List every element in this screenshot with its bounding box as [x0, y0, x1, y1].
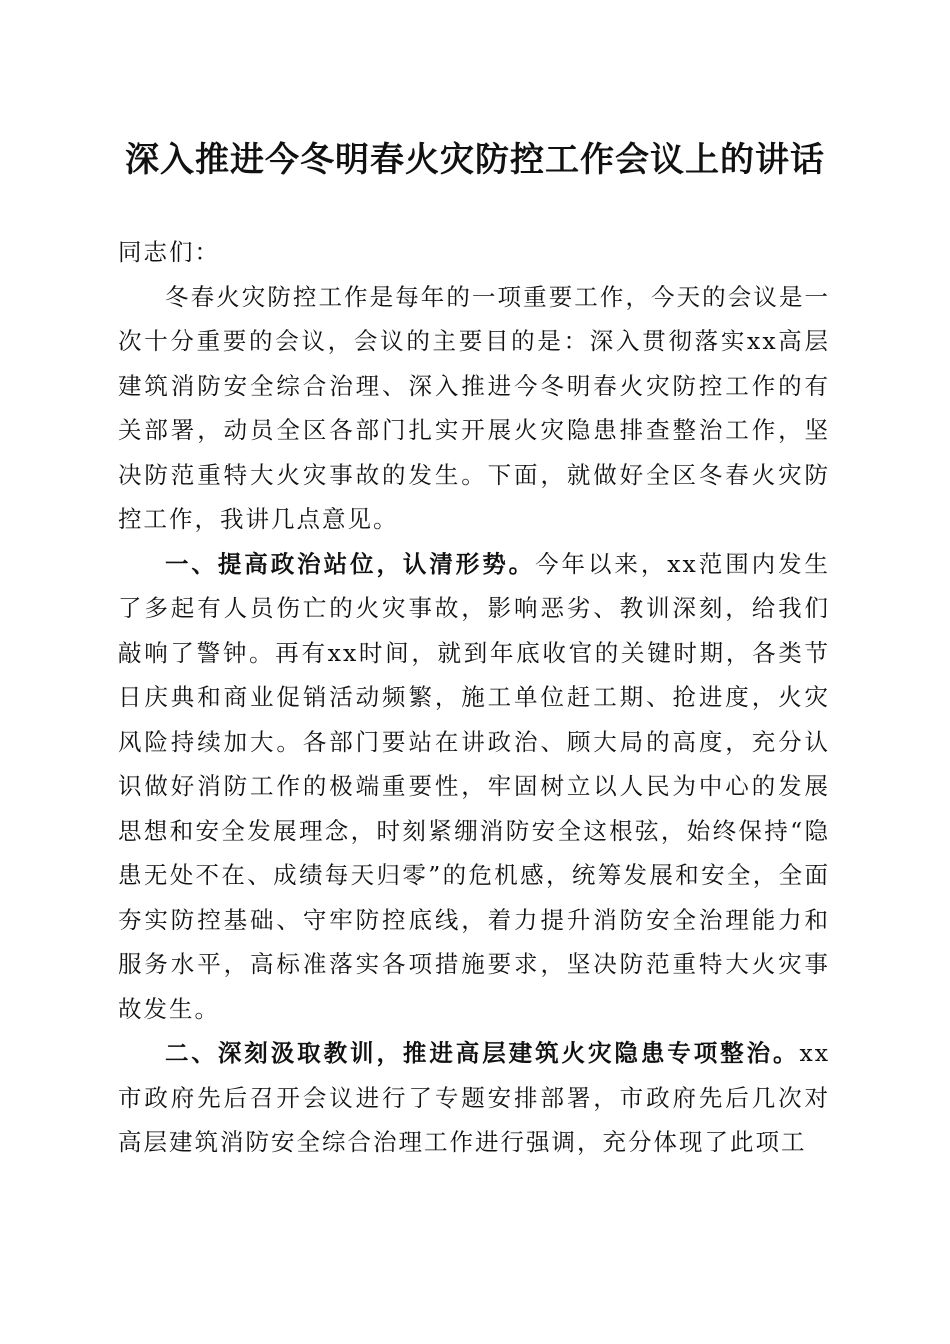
paragraph-intro [118, 275, 830, 542]
section-heading: 二、深刻汲取教训，推进高层建筑火灾隐患专项整治。 [165, 1039, 800, 1067]
section-heading: 一、提高政治站位，认清形势。 [165, 549, 536, 578]
paragraph-section-2 [118, 1031, 830, 1165]
paragraph-section-1 [118, 542, 830, 1032]
paragraph-text: 冬春火灾防控工作是每年的一项重要工作，今天的会议是一次十分重要的会议，会议的主要目的是：深入贯彻落实xx高层建筑消防安全综合治理、深入推进今冬明春火灾防控工作的有关部署，动员全区各部门扎实开展火灾隐患排查整治工作，坚决防范重特大火灾事故的发生。下面，就做好全区冬春火灾防控工作，我讲几点意见。 [118, 282, 830, 533]
salutation: 同志们： [118, 238, 220, 266]
paragraph-text: xx市政府先后召开会议进行了专题安排部署，市政府先后几次对高层建筑消防安全综合治理工作进行强调，充分体现了此项工 [118, 1039, 830, 1156]
document-body [118, 230, 830, 1165]
paragraph-text: 今年以来，xx范围内发生了多起有人员伤亡的火灾事故，影响恶劣、教训深刻，给我们敲响了警钟。再有xx时间，就到年底收官的关键时期，各类节日庆典和商业促销活动频繁，施工单位赶工期、抢进度，火灾风险持续加大。各部门要站在讲政治、顾大局的高度，充分认识做好消防工作的极端重要性，牢固树立以人民为中心的发展思想和安全发展理念，时刻紧绷消防安全这根弦，始终保持“隐患无处不在、成绩每天归零”的危机感，统筹发展和安全，全面夯实防控基础、守牢防控底线，着力提升消防安全治理能力和服务水平，高标准落实各项措施要求，坚决防范重特大火灾事故发生。 [118, 549, 830, 1023]
document-title: 深入推进今冬明春火灾防控工作会议上的讲话 [125, 140, 825, 180]
